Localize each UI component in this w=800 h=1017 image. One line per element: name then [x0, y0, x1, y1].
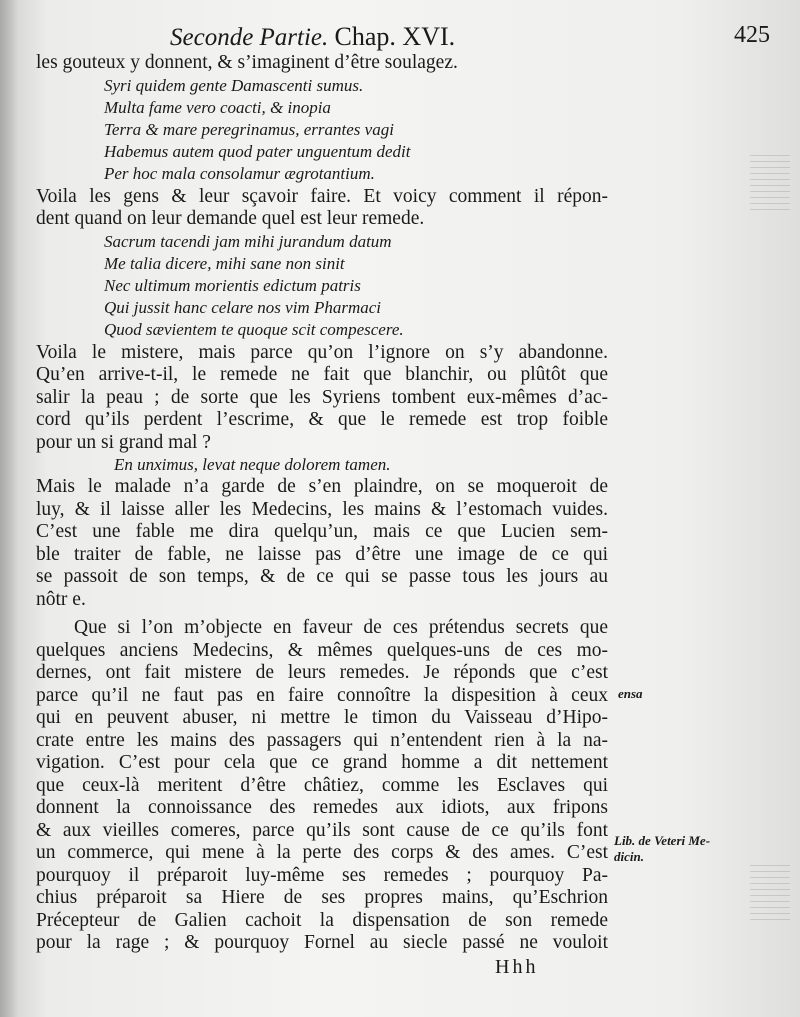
text-line: & aux vieilles comeres, parce qu’ils sont cause de ce qu’ils font: [36, 819, 608, 841]
verse-line: Habemus autem quod pater unguentum dedit: [104, 142, 411, 162]
text-line: les gouteux y donnent, & s’imaginent d’être soulagez.: [36, 52, 458, 73]
text-line: Voila les gens & leur sçavoir faire. Et voicy comment il répon-: [36, 185, 608, 207]
running-header: [150, 22, 770, 56]
text-line: salir la peau ; de sorte que les Syriens tombent eux-mêmes d’ac-: [36, 386, 608, 408]
text-line: Qu’en arrive-t-il, le remede ne fait que blanchir, ou plûtôt que: [36, 364, 608, 386]
paragraph: [36, 617, 608, 955]
text-line: C’est une fable me dira quelqu’un, mais ce que Lucien sem-: [36, 521, 608, 543]
text-line: pour la rage ; & pourquoy Fornel au siecle passé ne vouloit: [36, 932, 608, 954]
text-line: Voila le mistere, mais parce qu’on l’ignore on s’y abandonne.: [36, 341, 608, 363]
paragraph: [36, 186, 608, 231]
text-line: nôtr e.: [36, 588, 86, 610]
text-line: dernes, ont fait mistere de leurs remedes. Je réponds que c’est: [36, 662, 608, 684]
text-line: parce qu’il ne faut pas en faire connoître la dispesition à ceux: [36, 684, 608, 706]
verse-line: Sacrum tacendi jam mihi jurandum datum: [104, 231, 392, 251]
text-line: ble traiter de fable, ne laisse pas d’être une image de ce qui: [36, 543, 608, 565]
text-line: quelques anciens Medecins, & mêmes quelques-uns de ces mo-: [36, 639, 608, 661]
chapter-label: Chap. XVI.: [334, 22, 456, 51]
text-line: donnent la connoissance des remedes aux idiots, aux fripons: [36, 797, 608, 819]
catchword: Hhh: [495, 956, 539, 978]
text-line: Précepteur de Galien cachoit la dispensation de son remede: [36, 909, 608, 931]
margin-reference-line: Lib. de Veteri Me-: [614, 833, 711, 848]
text-line: luy, & il laisse aller les Medecins, les mains & l’estomach vuides.: [36, 498, 608, 520]
margin-reference-line: dicin.: [614, 849, 644, 864]
text-line: se passoit de son temps, & de ce qui se passe tous les jours au: [36, 566, 608, 588]
verse-line: Terra & mare peregrinamus, errantes vagi: [104, 119, 394, 139]
text-line: vigation. C’est pour cela que ce grand homme a dit nettement: [36, 752, 608, 774]
text-line: Mais le malade n’a garde de s’en plaindre, on se moqueroit de: [36, 476, 608, 498]
text-line: pour un si grand mal ?: [36, 431, 211, 453]
latin-verse: [36, 75, 608, 186]
verse-line: Quod sævientem te quoque scit compescere.: [104, 320, 404, 340]
verse-line: Nec ultimum morientis edictum patris: [104, 275, 361, 295]
margin-reference: [614, 833, 710, 865]
bleed-through-mark: [750, 150, 790, 210]
verse-line: Qui jussit hanc celare nos vim Pharmaci: [104, 298, 381, 318]
verse-line: Multa fame vero coacti, & inopia: [104, 97, 331, 117]
verse-line: Me talia dicere, mihi sane non sinit: [104, 253, 345, 273]
latin-verse: [36, 454, 608, 476]
verse-line: Syri quidem gente Damascenti sumus.: [104, 75, 364, 95]
text-line: que ceux-là meritent d’être châtiez, comme les Esclaves qui: [36, 774, 608, 796]
text-line: qui en peuvent abuser, ni mettre le timon du Vaisseau d’Hipo-: [36, 707, 608, 729]
text-line: crate entre les mains des passagers qui n’entendent rien à la na-: [36, 729, 608, 751]
verse-line: Per hoc mala consolamur ægrotantium.: [104, 164, 375, 184]
paragraph: [36, 52, 608, 75]
text-line: cord qu’ils perdent l’escrime, & que le remede est trop foible: [36, 409, 608, 431]
margin-correction: ensa: [618, 686, 643, 701]
text-line: un commerce, qui mene à la perte des corps & des ames. C’est: [36, 842, 608, 864]
page-number: 425: [734, 22, 770, 48]
text-line: chius préparoit sa Hiere de ses propres mains, qu’Eschrion: [36, 887, 608, 909]
page-body: [36, 52, 608, 955]
text-line: Que si l’on m’objecte en faveur de ces prétendus secrets que: [74, 617, 608, 639]
text-line: pourquoy il préparoit luy-même ses remedes ; pourquoy Pa-: [36, 864, 608, 886]
verse-line: En unximus, levat neque dolorem tamen.: [114, 455, 391, 475]
latin-verse: [36, 231, 608, 342]
paragraph: [36, 342, 608, 455]
paragraph: [36, 476, 608, 611]
text-line: dent quand on leur demande quel est leur remede.: [36, 208, 425, 230]
bleed-through-mark: [750, 860, 790, 920]
running-title: Seconde Partie. Chap. XVI.: [170, 22, 456, 51]
